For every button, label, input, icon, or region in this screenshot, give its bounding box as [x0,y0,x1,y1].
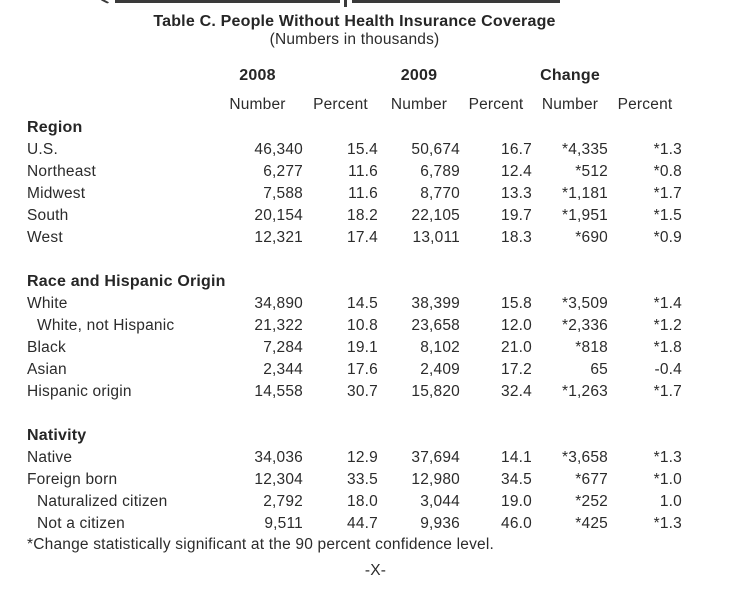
cell-change-percent: *1.8 [653,339,682,356]
table-content [27,12,682,555]
cell-2008-percent: 12.9 [347,449,378,466]
table-row [27,315,682,337]
section-heading: Region [27,119,83,136]
cell-2008-number: 7,284 [263,339,303,356]
row-label: U.S. [27,141,58,158]
cell-2008-percent: 10.8 [347,317,378,334]
row-label: West [27,229,63,246]
spacer-cell [27,96,212,114]
table-row [27,447,682,469]
row-label: Hispanic origin [27,383,132,400]
cell-2009-percent: 14.1 [501,449,532,466]
table-row [27,205,682,227]
cell-change-number: *1,263 [561,383,608,400]
table-row [27,139,682,161]
row-label: Midwest [27,185,86,202]
cell-2009-number: 3,044 [420,493,460,510]
cell-change-number: *3,509 [561,295,608,312]
cell-2008-number: 14,558 [254,383,303,400]
cell-2008-percent: 18.2 [347,207,378,224]
cell-change-number: *425 [575,515,608,532]
sub-header-2009-number: Number [390,96,448,113]
cell-change-percent: *1.0 [653,471,682,488]
cell-2009-percent: 18.3 [501,229,532,246]
row-label: Black [27,339,66,356]
cell-change-number: *2,336 [561,317,608,334]
cell-2009-number: 13,011 [412,229,460,246]
cell-change-number: *690 [575,229,608,246]
cell-change-number: *512 [575,163,608,180]
sub-header-change-number: Number [541,96,599,113]
cell-2008-percent: 15.4 [347,141,378,158]
row-label: White, not Hispanic [37,317,175,334]
cell-2009-number: 8,770 [420,185,460,202]
cell-2008-number: 46,340 [254,141,303,158]
cell-2009-percent: 13.3 [501,185,532,202]
cell-2009-percent: 17.2 [501,361,532,378]
cell-2009-number: 15,820 [411,383,460,400]
cell-2009-percent: 19.7 [501,207,532,224]
column-group-header-row [27,66,682,85]
clipped-previous-line [0,0,751,8]
row-label: Naturalized citizen [37,493,168,510]
table-title: Table C. People Without Health Insurance Coverage [153,13,556,30]
sub-header-change-percent: Percent [617,96,673,113]
cell-2008-number: 21,322 [254,317,303,334]
cell-change-percent: *0.9 [653,229,682,246]
cell-2008-percent: 19.1 [347,339,378,356]
cell-2009-number: 12,980 [411,471,460,488]
cell-change-number: *3,658 [561,449,608,466]
cell-change-percent: *1.3 [653,449,682,466]
cell-2009-percent: 34.5 [501,471,532,488]
cell-2008-percent: 11.6 [348,185,378,202]
table-row [27,491,682,513]
cell-change-number: *1,181 [561,185,608,202]
page-number: -X- [364,562,387,579]
cell-2008-percent: 30.7 [347,383,378,400]
cell-change-percent: *1.3 [653,515,682,532]
row-label: Foreign born [27,471,118,488]
cell-2008-percent: 14.5 [347,295,378,312]
table-row [27,381,682,403]
cell-2009-number: 37,694 [411,449,460,466]
cell-2008-percent: 11.6 [348,163,378,180]
cell-change-number: *252 [575,493,608,510]
cell-2009-number: 22,105 [411,207,460,224]
cell-change-percent: *1.4 [653,295,682,312]
cell-2008-percent: 44.7 [347,515,378,532]
cell-2008-percent: 18.0 [347,493,378,510]
cell-change-number: 65 [590,361,608,378]
cell-2009-number: 8,102 [420,339,460,356]
cell-change-percent: *1.3 [653,141,682,158]
spacer-cell [303,66,378,85]
cell-change-percent: *0.8 [653,163,682,180]
column-group-2009: 2009 [400,67,438,84]
cell-change-percent: -0.4 [654,361,682,378]
cell-change-percent: 1.0 [659,493,682,510]
cell-2009-percent: 12.4 [501,163,532,180]
cell-2009-number: 9,936 [420,515,460,532]
cell-2009-percent: 21.0 [501,339,532,356]
table-row [27,183,682,205]
table-row [27,359,682,381]
spacer-cell [608,66,682,85]
section-heading: Nativity [27,427,87,444]
table-body [27,117,682,535]
sub-header-2009-percent: Percent [468,96,524,113]
row-label: South [27,207,69,224]
clipped-text-fragment [352,0,560,3]
cell-2009-percent: 46.0 [501,515,532,532]
cell-2009-number: 2,409 [420,361,460,378]
row-label: Native [27,449,73,466]
row-label: Not a citizen [37,515,125,532]
cell-2008-number: 34,036 [254,449,303,466]
column-group-2008: 2008 [239,67,276,84]
cell-2009-number: 6,789 [420,163,460,180]
table-row [27,161,682,183]
cell-2009-percent: 12.0 [501,317,532,334]
clipped-text-fragment [344,0,347,7]
cell-2009-number: 23,658 [411,317,460,334]
cell-2009-percent: 19.0 [501,493,532,510]
cell-change-percent: *1.5 [653,207,682,224]
row-label: White [27,295,68,312]
cell-2009-number: 50,674 [411,141,460,158]
cell-2008-number: 6,277 [263,163,303,180]
cell-2008-percent: 17.4 [347,229,378,246]
table-subtitle: (Numbers in thousands) [269,31,440,48]
section-heading: Race and Hispanic Origin [27,273,226,290]
cell-2008-percent: 33.5 [347,471,378,488]
clipped-text-fragment [115,0,340,3]
cell-change-number: *1,951 [561,207,608,224]
table-footnote: *Change statistically significant at the 90 percent confidence level. [27,536,495,553]
cell-2008-number: 34,890 [254,295,303,312]
cell-change-number: *677 [575,471,608,488]
table-row [27,293,682,315]
cell-2009-percent: 15.8 [501,295,532,312]
cell-2009-percent: 16.7 [501,141,532,158]
table-row [27,469,682,491]
clipped-text-fragment [100,0,109,4]
table-row [27,337,682,359]
cell-change-number: *4,335 [561,141,608,158]
cell-change-percent: *1.7 [653,383,682,400]
cell-2008-number: 9,511 [264,515,303,532]
sub-header-row [27,96,682,114]
table-row [27,513,682,535]
cell-2008-number: 2,344 [263,361,303,378]
cell-change-percent: *1.7 [653,185,682,202]
sub-header-2008-number: Number [229,96,286,113]
cell-2008-number: 2,792 [263,493,303,510]
sub-header-2008-percent: Percent [313,96,368,113]
spacer-cell [27,66,212,85]
cell-2008-percent: 17.6 [347,361,378,378]
spacer-cell [460,66,532,85]
row-label: Northeast [27,163,96,180]
cell-2008-number: 7,588 [263,185,303,202]
cell-2008-number: 20,154 [254,207,303,224]
cell-2009-number: 38,399 [411,295,460,312]
table-row [27,227,682,249]
row-label: Asian [27,361,67,378]
cell-2008-number: 12,304 [254,471,303,488]
cell-change-percent: *1.2 [653,317,682,334]
cell-2008-number: 12,321 [254,229,303,246]
column-group-change: Change [540,67,600,84]
cell-2009-percent: 32.4 [501,383,532,400]
cell-change-number: *818 [575,339,608,356]
